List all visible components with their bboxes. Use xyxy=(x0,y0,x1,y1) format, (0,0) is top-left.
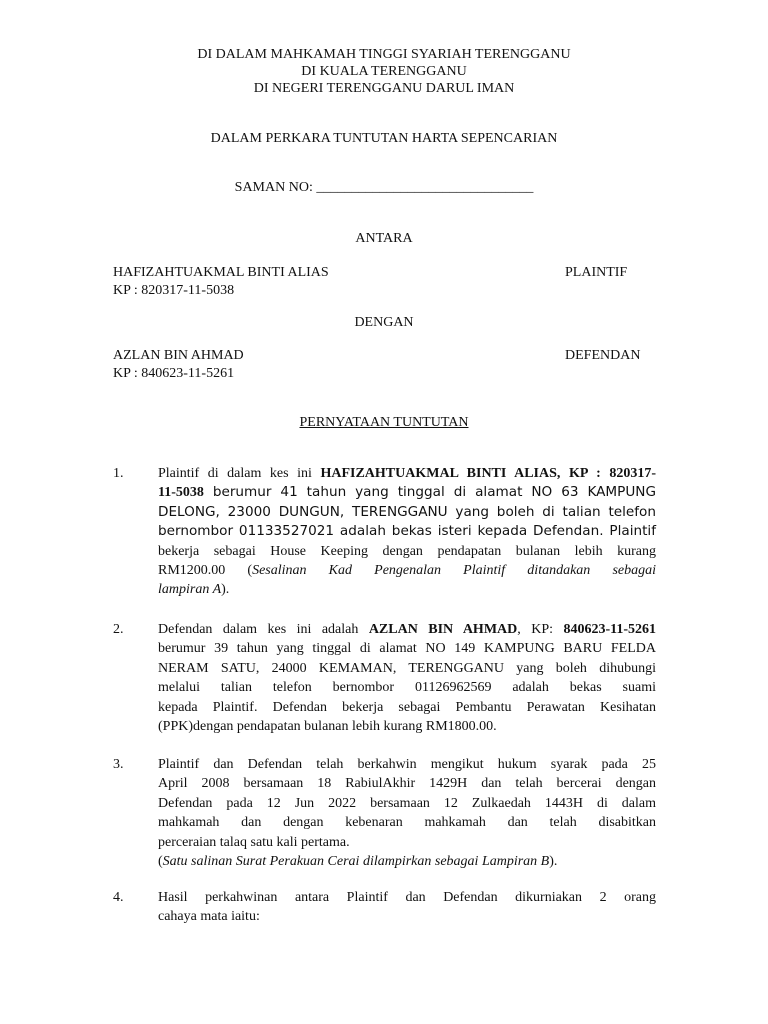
text-run: Plaintif di dalam kes ini xyxy=(158,466,321,481)
defendant-block xyxy=(113,347,658,382)
paragraph-line xyxy=(158,464,656,483)
attachment-note: Sesalinan Kad Pengenalan Plaintif ditandakan sebagai xyxy=(252,562,656,578)
court-name: DI DALAM MAHKAMAH TINGGI SYARIAH TERENGGANU xyxy=(197,47,571,62)
defendant-role: DEFENDAN xyxy=(565,348,641,363)
paragraph-text xyxy=(158,464,656,600)
plaintiff-role: PLAINTIF xyxy=(565,265,628,280)
plaintiff-block xyxy=(113,264,658,299)
paragraph-line: bekerja sebagai House Keeping dengan pendapatan bulanan lebih kurang xyxy=(158,543,656,559)
defendant-name: AZLAN BIN AHMAD xyxy=(113,348,244,363)
paragraph-4 xyxy=(113,888,656,927)
attachment-note: lampiran A xyxy=(158,582,222,598)
paragraph-line: Defendan pada 12 Jun 2022 bersamaan 12 Zulkaedah 1443H di dalam xyxy=(158,795,656,811)
court-header xyxy=(0,46,768,97)
plaintiff-kp: KP : 820317-11-5038 xyxy=(113,282,235,298)
paragraph-line xyxy=(158,620,656,639)
paragraph-number: 4. xyxy=(113,890,124,905)
plaintiff-name-inline: HAFIZAHTUAKMAL BINTI ALIAS, KP : 820317- xyxy=(320,466,657,481)
plaintiff-kp-inline: 11-5038 xyxy=(158,485,204,501)
defendant-name-inline: AZLAN BIN AHMAD xyxy=(368,622,518,637)
paragraph-text xyxy=(158,620,656,736)
paragraph-number: 2. xyxy=(113,622,124,637)
text-run: , KP: xyxy=(517,622,564,637)
paragraph-3 xyxy=(113,755,656,871)
paragraph-number: 3. xyxy=(113,757,124,772)
paragraph-line: DELONG, 23000 DUNGUN, TERENGGANU yang boleh di talian telefon xyxy=(158,503,656,520)
text-run: ). xyxy=(221,582,230,598)
text-run: RM1200.00 ( xyxy=(158,562,253,578)
plaintiff-name: HAFIZAHTUAKMAL BINTI ALIAS xyxy=(113,265,329,280)
paragraph-line: April 2008 bersamaan 18 RabiulAkhir 1429H dan telah bercerai dengan xyxy=(158,776,656,792)
paragraph-text xyxy=(158,755,656,871)
court-state: DI NEGERI TERENGGANU DARUL IMAN xyxy=(253,81,515,96)
paragraph-line: cahaya mata iaitu: xyxy=(158,909,260,925)
matter-heading: DALAM PERKARA TUNTUTAN HARTA SEPENCARIAN xyxy=(210,131,558,146)
paragraph-number: 1. xyxy=(113,466,124,481)
paragraph-line: berumur 39 tahun yang tinggal di alamat NO 149 KAMPUNG BARU FELDA xyxy=(158,641,656,657)
defendant-kp-inline: 840623-11-5261 xyxy=(563,622,656,637)
court-location: DI KUALA TERENGGANU xyxy=(301,64,467,79)
paragraph-line xyxy=(158,561,656,580)
paragraph-line: Hasil perkahwinan antara Plaintif dan Defendan dikurniakan 2 orang xyxy=(158,890,656,905)
paragraph-line xyxy=(158,852,656,871)
defendant-kp: KP : 840623-11-5261 xyxy=(113,365,235,381)
paragraph-line: melalui talian telefon bernombor 01126962569 adalah bekas suami xyxy=(158,680,656,696)
paragraph-line: bernombor 01133527021 adalah bekas isteri kepada Defendan. Plaintif xyxy=(158,523,656,540)
paragraph-line xyxy=(158,580,656,599)
text-run: Defendan dalam kes ini adalah xyxy=(158,622,369,637)
paragraph-line xyxy=(158,483,656,502)
paragraph-line: kepada Plaintif. Defendan bekerja sebagai Pembantu Perawatan Kesihatan xyxy=(158,699,656,715)
paragraph-line: mahkamah dan dengan kebenaran mahkamah dan telah disabitkan xyxy=(158,815,656,831)
paragraph-1 xyxy=(113,464,656,600)
paragraph-line: NERAM SATU, 24000 KEMAMAN, TERENGGANU yang boleh dihubungi xyxy=(158,660,656,676)
text-run: ). xyxy=(549,853,558,869)
attachment-note: Satu salinan Surat Perakuan Cerai dilampirkan sebagai Lampiran B xyxy=(162,853,550,869)
text-run: berumur 41 tahun yang tinggal di alamat NO 63 KAMPUNG xyxy=(203,484,656,501)
saman-number: SAMAN NO: _______________________________ xyxy=(234,180,534,195)
paragraph-text xyxy=(158,888,656,927)
dengan-label: DENGAN xyxy=(354,315,414,330)
text-run: ( xyxy=(158,853,163,869)
paragraph-line: Plaintif dan Defendan telah berkahwin mengikut hukum syarak pada 25 xyxy=(158,757,656,772)
paragraph-2 xyxy=(113,620,656,736)
antara-label: ANTARA xyxy=(355,231,413,246)
paragraph-line: (PPK)dengan pendapatan bulanan lebih kurang RM1800.00. xyxy=(158,718,497,734)
paragraph-line: perceraian talaq satu kali pertama. xyxy=(158,834,350,850)
document-title: PERNYATAAN TUNTUTAN xyxy=(299,415,469,430)
